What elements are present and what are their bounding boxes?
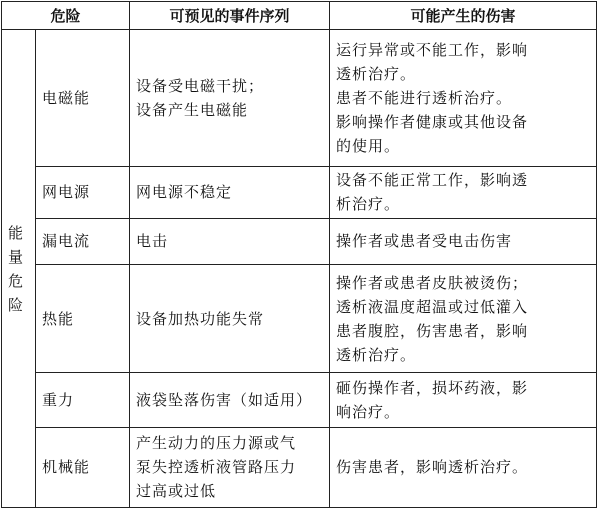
harm-line: 透析液温度超温或过低灌入: [336, 297, 529, 316]
sequence-line: 设备产生电磁能: [136, 100, 249, 119]
sequence-cell: [130, 264, 330, 372]
hazard-cell: 机械能: [36, 427, 130, 507]
category-cell: [2, 30, 36, 508]
table-row: [2, 218, 597, 264]
harm-line: 砸伤操作者，损坏药液，影: [336, 379, 529, 398]
table-row: [2, 264, 597, 372]
hazard-cell: 漏电流: [36, 218, 130, 264]
header-sequence: 可预见的事件序列: [130, 2, 330, 30]
sequence-line: 产生动力的压力源或气: [136, 434, 297, 453]
hazard-cell: 网电源: [36, 166, 130, 218]
sequence-line: 泵失控透析液管路压力: [136, 458, 297, 477]
hazard-table: [1, 1, 597, 508]
harm-line: 患者不能进行透析治疗。: [336, 88, 513, 107]
sequence-line: 液袋坠落伤害（如适用）: [136, 391, 313, 410]
harm-line: 设备不能正常工作，影响透: [336, 171, 529, 190]
table-row: [2, 373, 597, 427]
table-row: [2, 166, 597, 218]
category-label-line1: 能量: [8, 223, 25, 266]
sequence-cell: [130, 427, 330, 507]
harm-line: 透析治疗。: [336, 64, 417, 83]
category-label-line2: 危险: [8, 271, 25, 314]
harm-line: 操作者或患者皮肤被烫伤；: [336, 273, 529, 292]
table-header-row: [2, 2, 597, 30]
harm-cell: [330, 166, 597, 218]
harm-cell: [330, 264, 597, 372]
harm-line: 伤害患者，影响透析治疗。: [336, 458, 529, 477]
harm-line: 运行异常或不能工作，影响: [336, 40, 529, 59]
harm-line: 影响操作者健康或其他设备: [336, 112, 529, 131]
harm-line: 响治疗。: [336, 403, 401, 422]
hazard-cell: 热能: [36, 264, 130, 372]
table-row: [2, 427, 597, 507]
sequence-cell: [130, 166, 330, 218]
sequence-cell: [130, 373, 330, 427]
hazard-cell: 电磁能: [36, 30, 130, 167]
header-hazard: 危险: [2, 2, 130, 30]
harm-cell: [330, 218, 597, 264]
sequence-cell: [130, 30, 330, 167]
harm-line: 透析治疗。: [336, 345, 417, 364]
sequence-cell: [130, 218, 330, 264]
sequence-line: 电击: [136, 232, 169, 251]
harm-line: 操作者或患者受电击伤害: [336, 232, 513, 251]
harm-cell: [330, 373, 597, 427]
harm-cell: [330, 427, 597, 507]
sequence-line: 网电源不稳定: [136, 183, 233, 202]
sequence-line: 设备受电磁干扰；: [136, 76, 265, 95]
sequence-line: 过高或过低: [136, 482, 217, 501]
table-row: [2, 30, 597, 167]
header-harm: 可能产生的伤害: [330, 2, 597, 30]
harm-line: 患者腹腔，伤害患者，影响: [336, 321, 529, 340]
harm-cell: [330, 30, 597, 167]
harm-line: 的使用。: [336, 136, 401, 155]
harm-line: 析治疗。: [336, 195, 401, 214]
hazard-cell: 重力: [36, 373, 130, 427]
sequence-line: 设备加热功能失常: [136, 309, 265, 328]
